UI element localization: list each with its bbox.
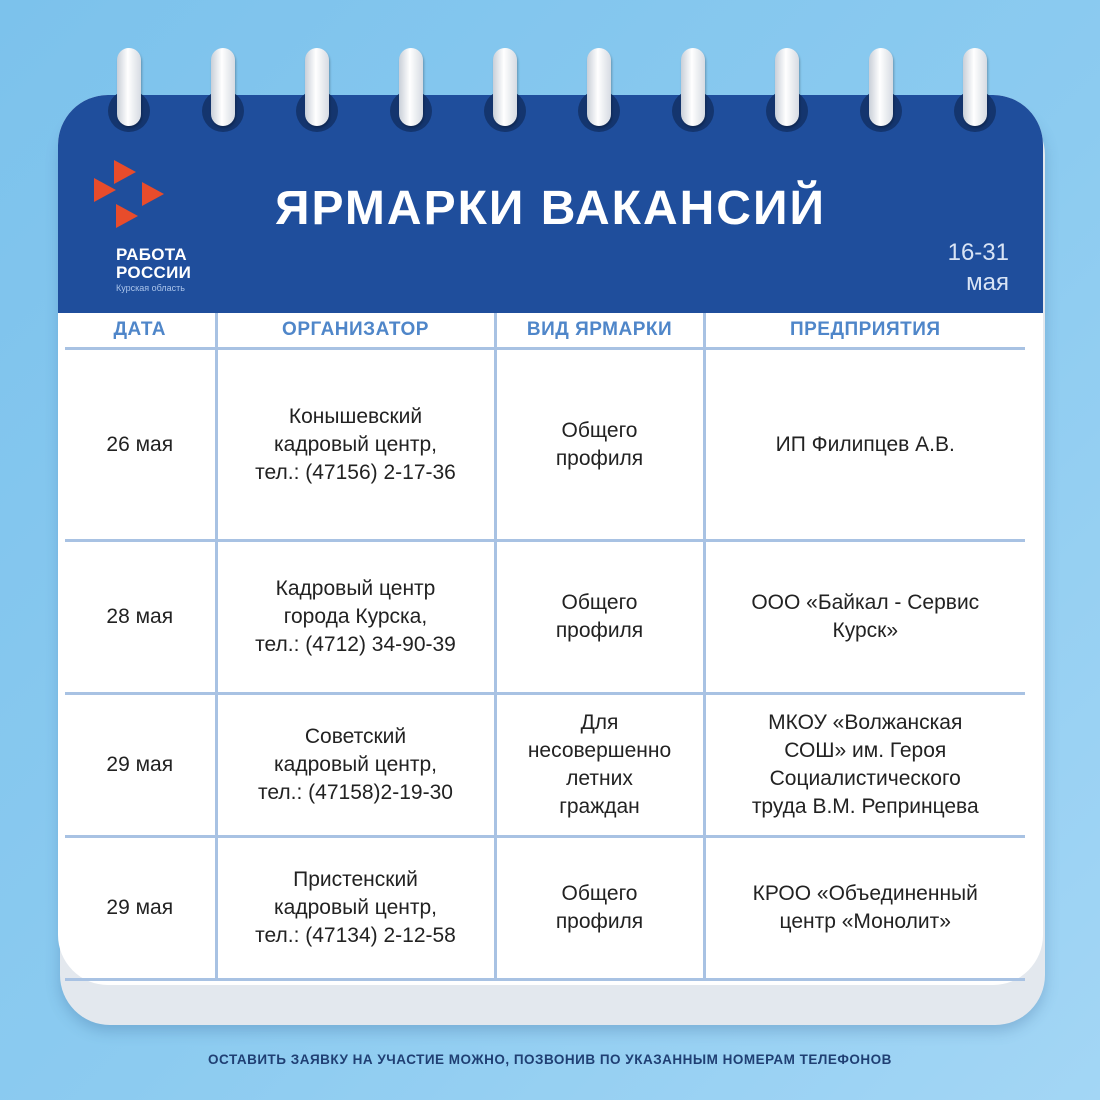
table-row [65, 349, 1025, 541]
binder-ring-icon [296, 48, 338, 132]
binder-ring-icon [578, 48, 620, 132]
table-row [65, 541, 1025, 694]
date-period [948, 238, 1009, 298]
binder-ring-icon [484, 48, 526, 132]
table-row [65, 837, 1025, 980]
cell-date: 29 мая [65, 694, 216, 837]
cell-type: Общего профиля [495, 541, 704, 694]
cell-company: ООО «Байкал - Сервис Курск» [704, 541, 1025, 694]
cell-date: 29 мая [65, 837, 216, 980]
column-header-date: ДАТА [65, 313, 216, 349]
column-header-type: ВИД ЯРМАРКИ [495, 313, 704, 349]
logo-line-2: РОССИИ [116, 263, 192, 282]
cell-date: 28 мая [65, 541, 216, 694]
binder-ring-icon [766, 48, 808, 132]
footer-note: ОСТАВИТЬ ЗАЯВКУ НА УЧАСТИЕ МОЖНО, ПОЗВОНИВ ПО УКАЗАННЫМ НОМЕРАМ ТЕЛЕФОНОВ [208, 1052, 892, 1067]
table-header-row [65, 313, 1025, 349]
binder-ring-icon [390, 48, 432, 132]
column-header-organizer: ОРГАНИЗАТОР [216, 313, 495, 349]
cell-organizer: Пристенский кадровый центр, тел.: (47134) 2-12-58 [216, 837, 495, 980]
job-fairs-table [65, 313, 1025, 981]
cell-company: МКОУ «Волжанская СОШ» им. Героя Социалистического труда В.М. Репринцева [704, 694, 1025, 837]
binder-ring-icon [108, 48, 150, 132]
logo-line-1: РАБОТА [116, 245, 187, 264]
cell-organizer: Кадровый центр города Курска, тел.: (4712) 34-90-39 [216, 541, 495, 694]
cell-type: Общего профиля [495, 349, 704, 541]
cell-organizer: Конышевский кадровый центр, тел.: (47156) 2-17-36 [216, 349, 495, 541]
cell-company: ИП Филипцев А.В. [704, 349, 1025, 541]
table-row [65, 694, 1025, 837]
cell-type: Для несовершенно летних граждан [495, 694, 704, 837]
cell-company: КРОО «Объединенный центр «Монолит» [704, 837, 1025, 980]
page-title: ЯРМАРКИ ВАКАНСИЙ [275, 182, 826, 235]
cell-date: 26 мая [65, 349, 216, 541]
cell-type: Общего профиля [495, 837, 704, 980]
binder-ring-icon [860, 48, 902, 132]
logo-region: Курская область [116, 283, 185, 293]
period-month: мая [966, 269, 1009, 296]
binder-ring-icon [954, 48, 996, 132]
binder-ring-icon [202, 48, 244, 132]
calendar-rings [0, 0, 1100, 140]
column-header-companies: ПРЕДПРИЯТИЯ [704, 313, 1025, 349]
binder-ring-icon [672, 48, 714, 132]
cell-organizer: Советский кадровый центр, тел.: (47158)2-19-30 [216, 694, 495, 837]
period-days: 16-31 [947, 239, 1009, 266]
